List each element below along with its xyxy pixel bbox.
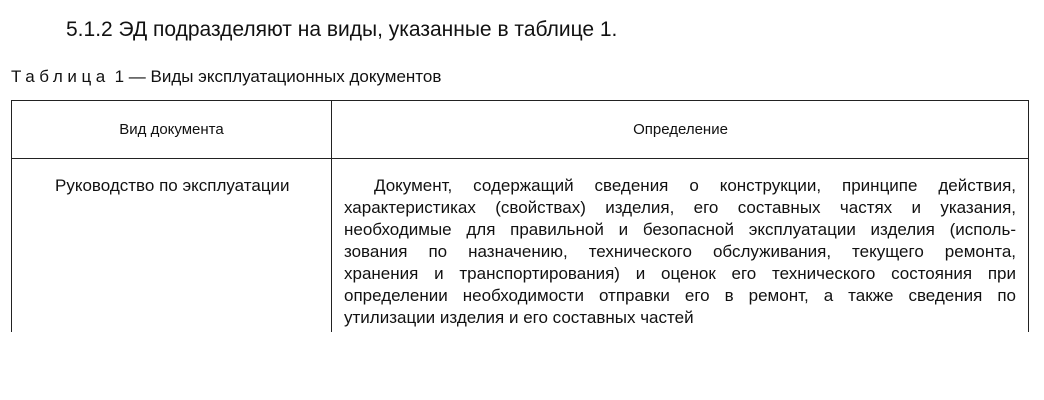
header-document-type: Вид документа [119, 121, 224, 138]
document-types-table [11, 100, 1029, 332]
definition-line: хранения и транспортирования) и оценок его технического состояния при [344, 264, 1016, 283]
definition-line: зования по назначению, технического обслуживания, текущего ремонта, [344, 242, 1016, 261]
table-caption [11, 66, 441, 88]
row-document-name: Руководство по эксплуатации [55, 176, 290, 195]
table-caption-title: 1 — Виды эксплуатационных документов [109, 67, 442, 86]
header-definition: Определение [633, 121, 728, 138]
definition-line: характеристиках (свойствах) изделия, его составных частях и указания, [344, 198, 1016, 217]
table-caption-prefix: Таблица [11, 67, 110, 86]
clause-text: 5.1.2 ЭД подразделяют на виды, указанные в таблице 1. [66, 18, 618, 41]
definition-line: необходимые для правильной и безопасной эксплуатации изделия (исполь- [344, 220, 1016, 239]
row-definition [344, 175, 1016, 329]
definition-line: Документ, содержащий сведения о конструкции, принципе действия, [374, 176, 1016, 195]
definition-line: утилизации изделия и его составных частей [344, 308, 694, 327]
definition-line: определении необходимости отправки его в ремонт, а также сведения по [344, 286, 1016, 305]
